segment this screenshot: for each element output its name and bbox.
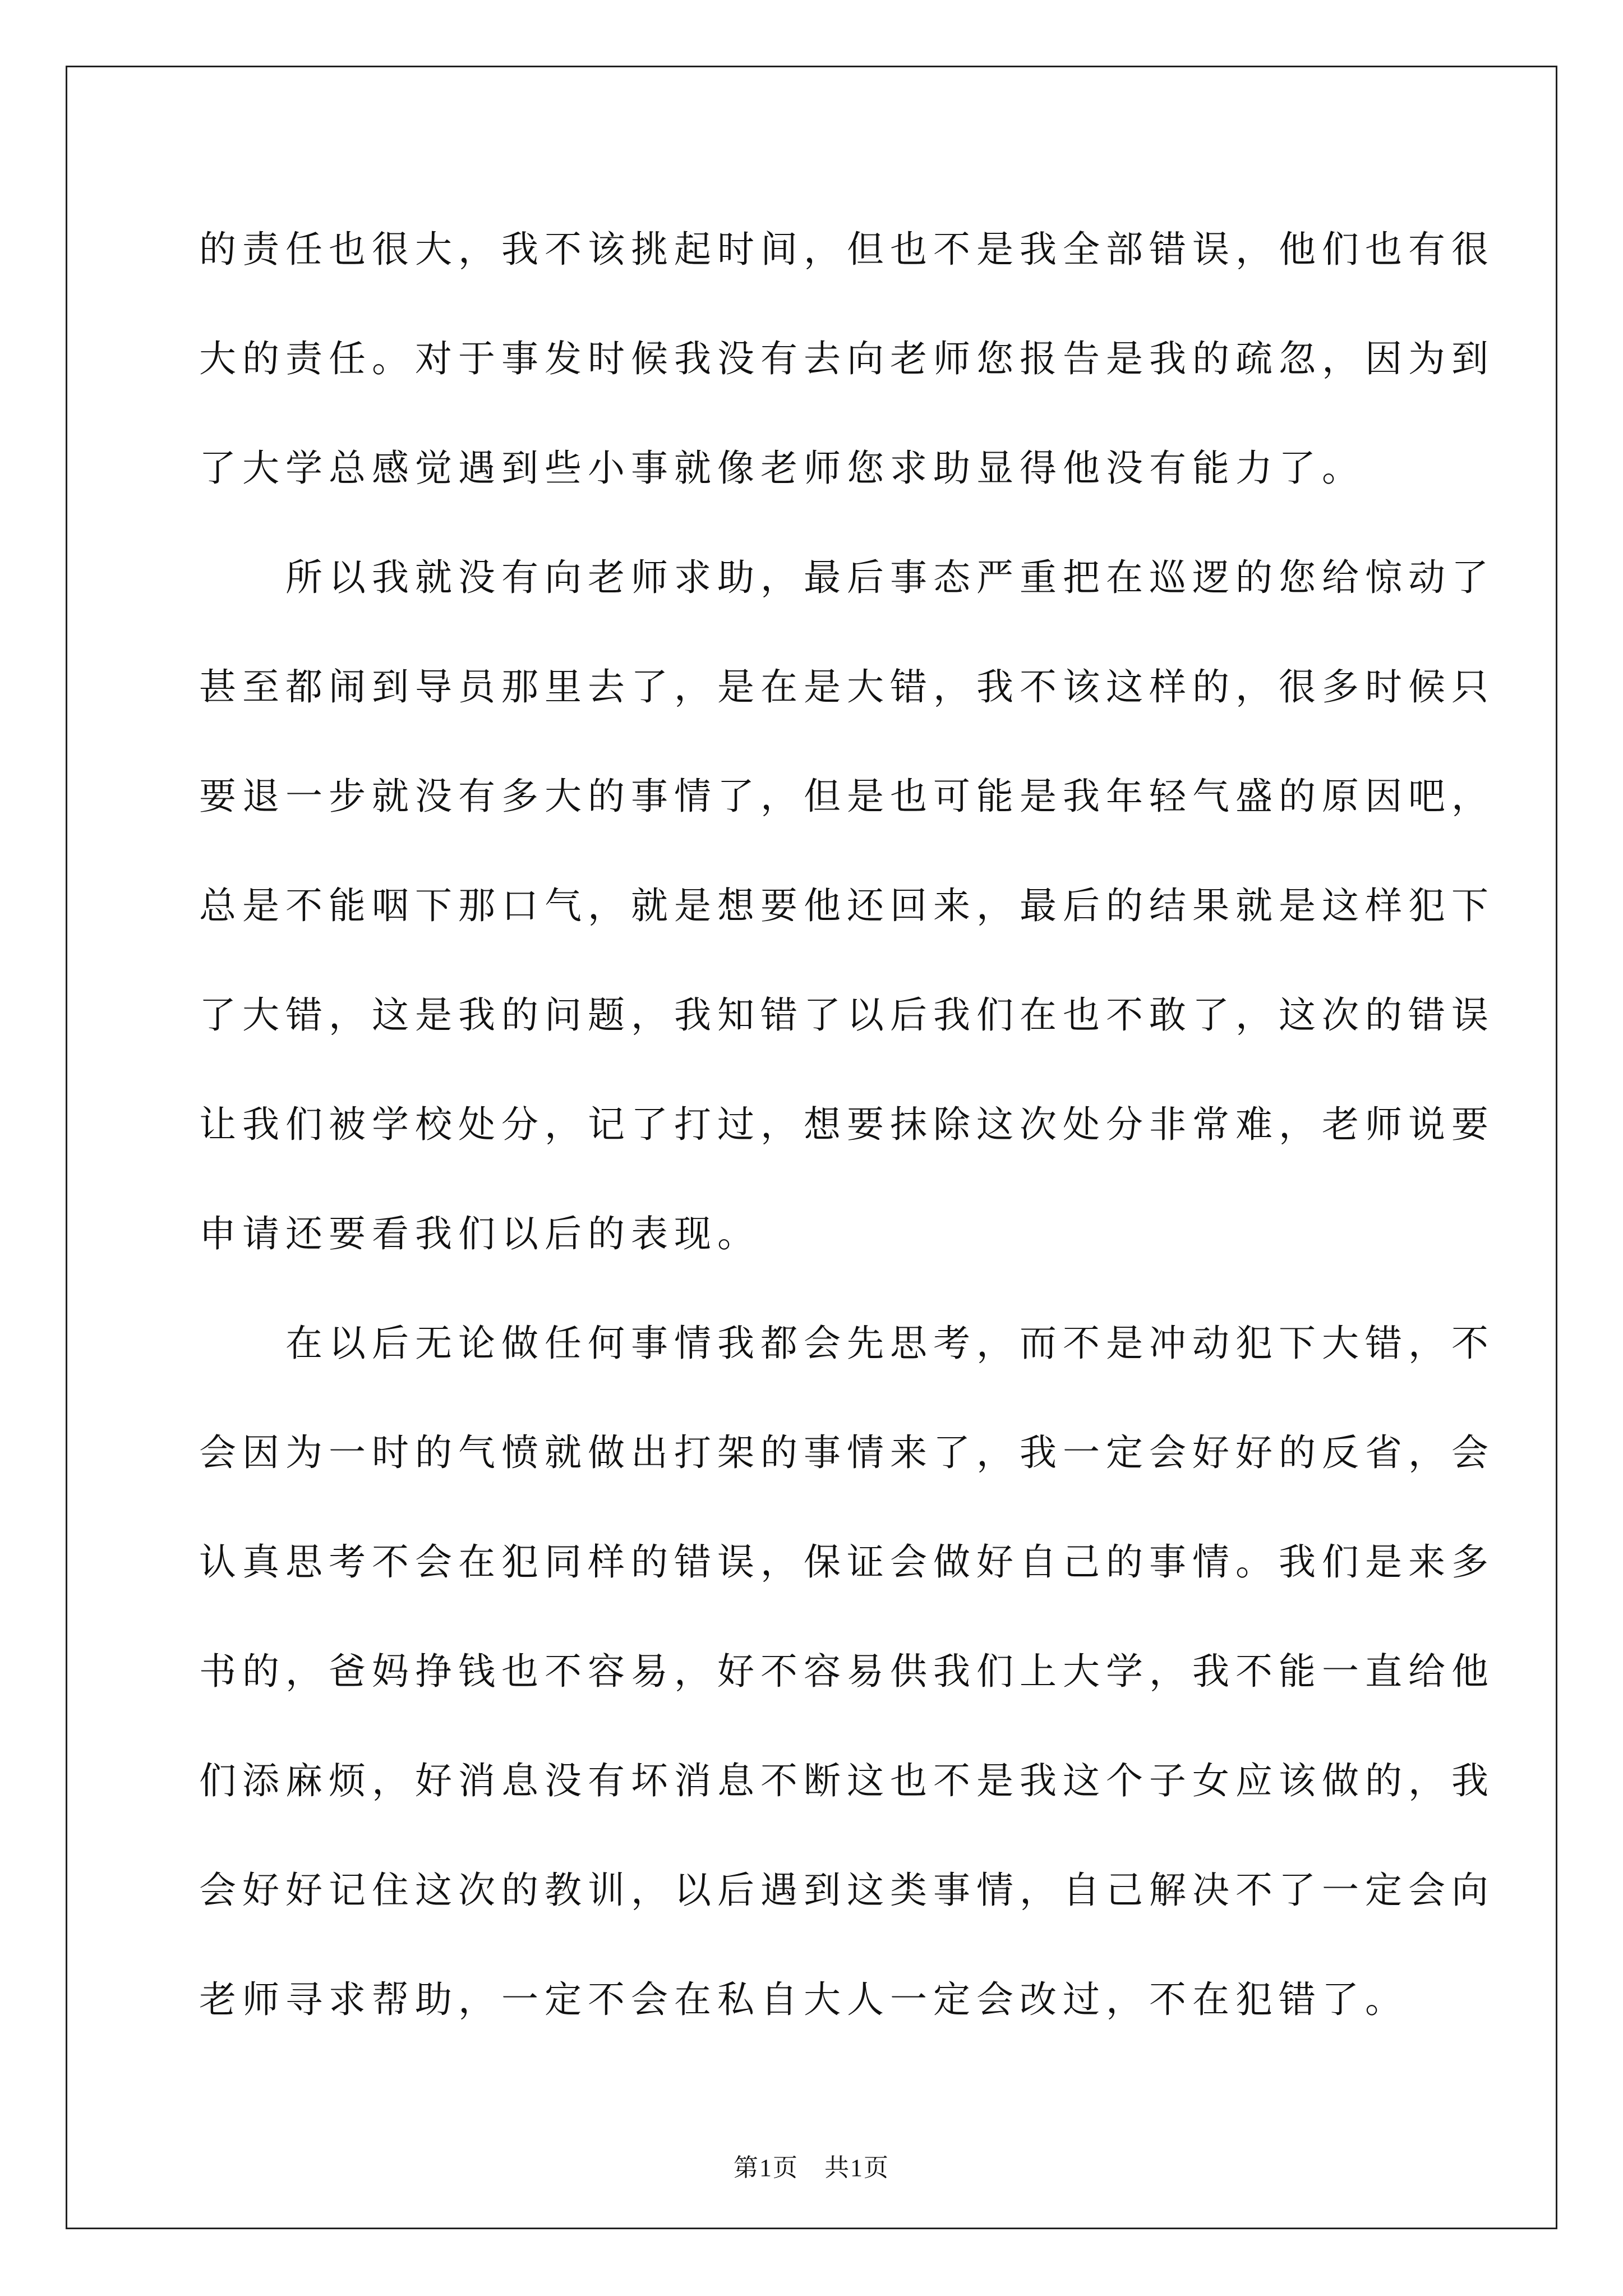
body-text-line: 总是不能咽下那口气，就是想要他还回来，最后的结果就是这样犯下 — [199, 884, 1495, 927]
body-text-line: 大的责任。对于事发时候我没有去向老师您报告是我的疏忽，因为到 — [199, 337, 1495, 380]
body-text-line: 的责任也很大，我不该挑起时间，但也不是我全部错误，他们也有很 — [199, 228, 1495, 271]
page-footer — [0, 2154, 1623, 2182]
body-text-line: 要退一步就没有多大的事情了，但是也可能是我年轻气盛的原因吧， — [199, 775, 1495, 818]
body-text-line: 们添麻烦，好消息没有坏消息不断这也不是我这个子女应该做的，我 — [199, 1759, 1495, 1802]
body-text-line: 了大学总感觉遇到些小事就像老师您求助显得他没有能力了。 — [199, 447, 1365, 490]
body-text-line: 甚至都闹到导员那里去了，是在是大错，我不该这样的，很多时候只 — [199, 665, 1495, 708]
body-text-line: 让我们被学校处分，记了打过，想要抹除这次处分非常难，老师说要 — [199, 1103, 1495, 1146]
body-text-line: 所以我就没有向老师求助，最后事态严重把在巡逻的您给惊动了 — [199, 556, 1495, 599]
body-text-line: 会好好记住这次的教训，以后遇到这类事情，自己解决不了一定会向 — [199, 1869, 1495, 1912]
body-text-line: 老师寻求帮助，一定不会在私自大人一定会改过，不在犯错了。 — [199, 1978, 1408, 2021]
body-text-line: 申请还要看我们以后的表现。 — [199, 1212, 760, 1255]
body-text-line: 书的，爸妈挣钱也不容易，好不容易供我们上大学，我不能一直给他 — [199, 1650, 1495, 1693]
body-text-line: 了大错，这是我的问题，我知错了以后我们在也不敢了，这次的错误 — [199, 993, 1495, 1037]
body-text-line: 认真思考不会在犯同样的错误，保证会做好自己的事情。我们是来多 — [199, 1540, 1495, 1584]
page-number: 第1页 — [734, 2154, 799, 2182]
page-total: 共1页 — [824, 2154, 889, 2182]
body-text-line: 在以后无论做任何事情我都会先思考，而不是冲动犯下大错，不 — [199, 1322, 1495, 1365]
body-text-line: 会因为一时的气愤就做出打架的事情来了，我一定会好好的反省，会 — [199, 1431, 1495, 1474]
